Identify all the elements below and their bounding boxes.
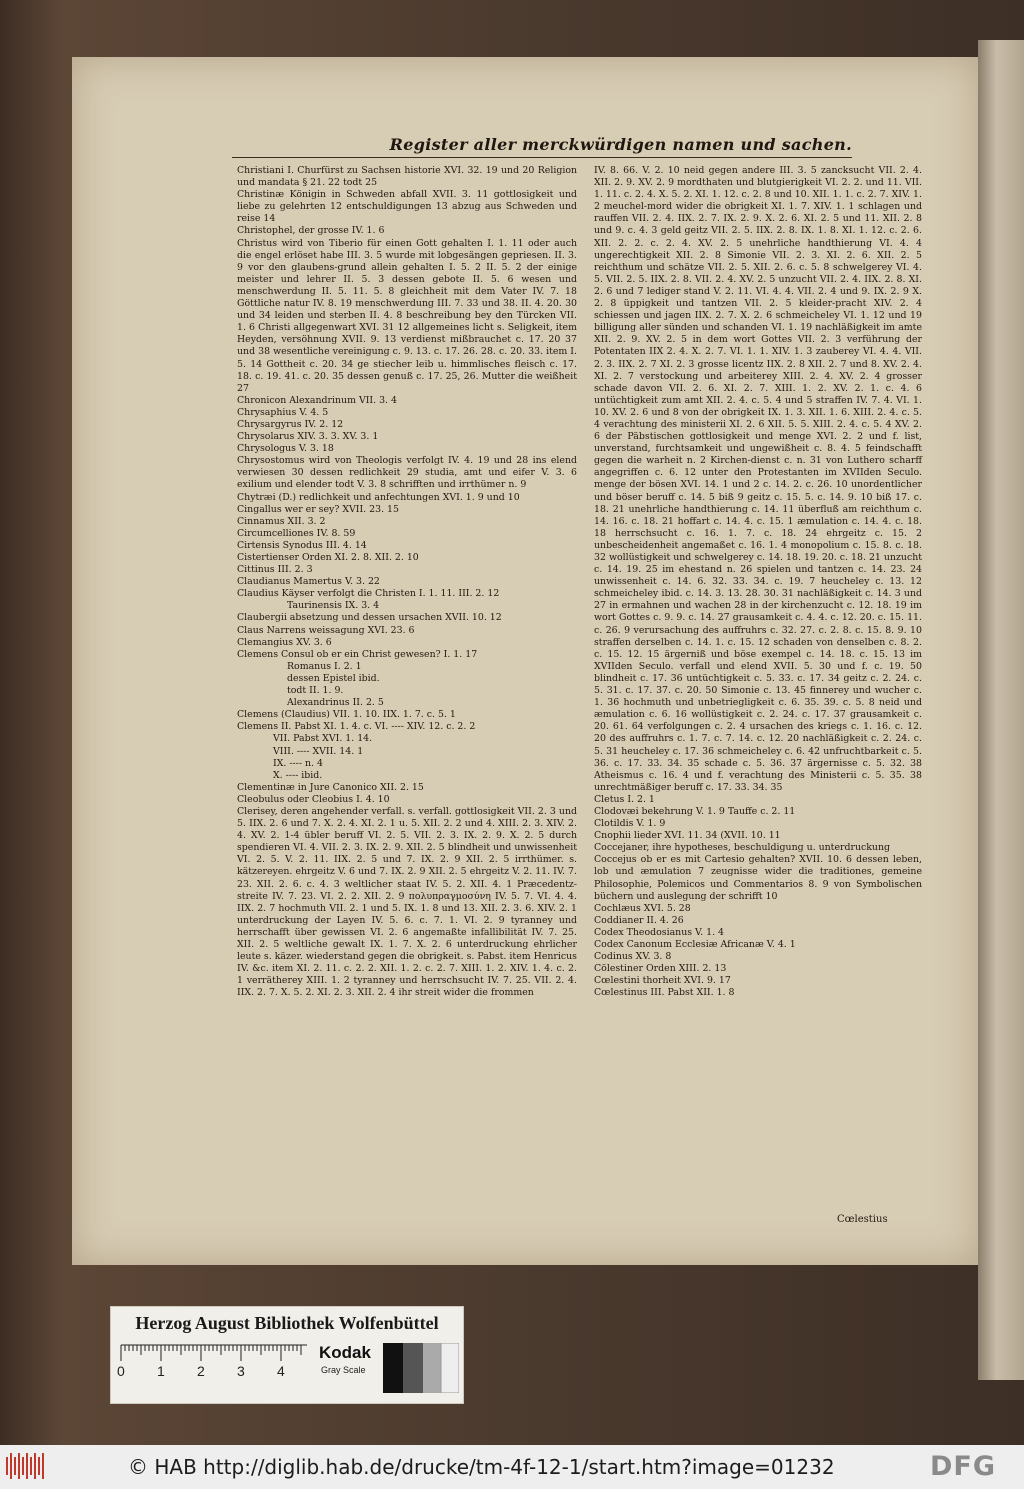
- index-entry: Clotildis V. 1. 9: [594, 818, 666, 830]
- scale-number: 0: [117, 1363, 125, 1379]
- index-entry: Clemens (Claudius) VII. 1. 10. IIX. 1. 7. c. 5. 1: [237, 709, 456, 721]
- index-subentry: IX. ---- n. 4: [273, 757, 323, 769]
- index-entry: Clemens Consul ob er ein Christ gewesen? I. 1. 17: [237, 648, 478, 660]
- ruler-scale: [117, 1343, 317, 1379]
- header-rule: [232, 157, 852, 158]
- index-entry: Claubergii absetzung und dessen ursachen XVII. 10. 12: [237, 612, 502, 624]
- index-subentry: VIII. ---- XVII. 14. 1: [273, 745, 364, 757]
- copyright-url[interactable]: © HAB http://diglib.hab.de/drucke/tm-4f-12-1/start.htm?image=01232: [128, 1455, 835, 1479]
- index-entry: Claudius Käyser verfolgt die Christen I. 1. 11. III. 2. 12: [237, 588, 500, 600]
- index-entry: Cochlæus XVI. 5. 28: [594, 902, 691, 914]
- index-entry: Cittinus III. 2. 3: [237, 564, 313, 576]
- barcode-icon: [6, 1453, 48, 1479]
- index-entry: Clemangius XV. 3. 6: [237, 636, 332, 648]
- index-entry: Cinnamus XII. 3. 2: [237, 515, 326, 527]
- library-name: Herzog August Bibliothek Wolfenbüttel: [135, 1313, 439, 1333]
- index-entry: Cletus I. 2. 1: [594, 793, 655, 805]
- index-subentry: VII. Pabst XVI. 1. 14.: [273, 733, 373, 745]
- left-column: [237, 165, 577, 999]
- index-subentry: X. ---- ibid.: [273, 769, 323, 781]
- index-subentry: todt II. 1. 9.: [287, 685, 344, 697]
- dfg-logo: DFG: [930, 1451, 997, 1482]
- index-entry: Claus Narrens weissagung XVI. 23. 6: [237, 624, 415, 636]
- index-entry: Cleobulus oder Cleobius I. 4. 10: [237, 793, 390, 805]
- index-entry: Chronicon Alexandrinum VII. 3. 4: [237, 394, 397, 406]
- index-subentry: Taurinensis IX. 3. 4: [287, 600, 380, 612]
- gray-patches: [383, 1343, 459, 1393]
- index-entry: Codex Theodosianus V. 1. 4: [594, 926, 725, 938]
- index-entry: Codex Canonum Ecclesiæ Africanæ V. 4. 1: [594, 939, 796, 950]
- index-entry: Chrysologus V. 3. 18: [237, 443, 334, 455]
- index-entry: Christiani I. Churfürst zu Sachsen historie XVI. 32. 19 und 20 Religion und mandata § 21. 22 todt 25: [237, 165, 577, 189]
- right-column: [594, 165, 922, 999]
- index-entry: Coddianer II. 4. 26: [594, 914, 684, 926]
- index-entry: Cirtensis Synodus III. 4. 14: [237, 539, 367, 551]
- library-label: [110, 1306, 464, 1404]
- index-entry: Christophel, der grosse IV. 1. 6: [237, 225, 385, 237]
- index-entry: Cœlestini thorheit XVI. 9. 17: [594, 975, 731, 987]
- index-entry: Christinæ Königin in Schweden abfall XVII. 3. 11 gottlosigkeit und liebe zu gelehrten 12 entschuldigungen 13 abzug aus Schweden und reise 14: [237, 189, 577, 225]
- scale-number: 3: [237, 1363, 245, 1379]
- index-entry: Coccejaner, ihre hypotheses, beschuldigung u. unterdruckung: [594, 842, 891, 854]
- index-entry: IV. 8. 66. V. 2. 10 neid gegen andere III. 3. 5 zancksucht VII. 2. 4. XII. 2. 9. XV. 2. 9 mordthaten und blutgierigkeit VI. 2. 2. und 11. VII. 1. 11. c. 2. 4. X. 5. 2. XI. 1. 12. c. 2. 8 und 10. XII. 1. 1. c. 2. 7. XIV. 1. 2 meuchel-mord wider die obrigkeit XI. 1. 7. XIV. 1. 1 schlagen und rauffen VII. 2. 4. IIX. 2. 7. IX. 2. 9. X. 2. 6. XI. 2. 5 und 11. XII. 2. 8 und 9. c. 4. 3 geld geitz VII. 2. 5. IIX. 2. 8. IX. 1. 8. XI. 1. 12. c. 2. 6. XII. 2. 2. c. 2. 4. XV. 2. 5 unehrliche handthierung VI. 4. 4 ungerechtigkeit XII. 2. 8 Simonie VII. 2. 3. XI. 2. 6. XII. 2. 5 reichthum und schätze VII. 2. 5. XII. 2. 6. c. 5. 8 schwelgerey VI. 4. 5. VII. 2. 5. IIX. 2. 8. VII. 2. 4. XV. 2. 5 unzucht VII. 2. 4. IIX. 2. 8. XI. 2. 6 und 7 lediger stand V. 2. 11. VI. 4. 4. VII. 2. 4 und 9. IX. 2. 9 X. 2. 8 üppigkeit und tantzen VII. 2. 5 kleider-pracht XIV. 2. 4 schiessen und jagen IIX. 2. 7. X. 2. 6 schmeicheley VI. 1. 12 und 19 billigung aller sünden und schanden VI. 1. 19 nachläßigkeit im amte XII. 2. 9. XV. 2. 5 in dem wort Gottes VII. 2. 3 verführung der Potentaten IIX 2. 4. X. 2. 7. VI. 1. 1. XIV. 1. 3 zauberey VI. 4. 4. VII. 2. 3. IIX. 2. 7 XI. 2. 3 grosse licentz IIX. 2. 8 XII. 2. 7 und 8. XV. 2. 4. XI. 2. 7 verstockung und arbeiterey XIII. 2. 4. XV. 2. 4 grosser schade davon VII. 2. 6. XI. 2. 7. XIII. 1. 2. XV. 2. 1. c. 4. 6 untüchtigkeit zum amt XII. 2. 4. c. 5. 4 und 5 straffen IV. 7. 4. VI. 1. 10. XV. 2. 6 und 8 von der obrigkeit IX. 1. 3. XII. 1. 6. XIII. 2. 4. c. 5. 4 verachtung des ministerii XI. 2. 6 XII. 5. 5. XIII. 2. 4. c. 5. 4 XV. 2. 6 der Päbstischen gottlosigkeit und menge XVI. 2. 2 und f. list, unverstand, furchtsamkeit und ungewißheit c. 8. 4. 5 feindschafft gegen die warheit n. 2 Kirchen-dienst c. n. 31 von Luthero scharff angegriffen c. 6. 12 unter den Protestanten im XVIIden Seculo. menge der bösen XVI. 14. 1 und 2 c. 14. 2. c. 26. 10 unordentlicher und böser beruff c. 14. 5 biß 9 geitz c. 15. 5. c. 14. 9. 10 biß 17. c. 18. 21 unehrliche handthierung c. 14. 11 überfluß am reichthum c. 14. 16. c. 18. 21 hoffart c. 14. 4. c. 15. 1 æmulation c. 14. 4. c. 18. 18 herrschsucht c. 16. 1. 7. c. 18. 24 ehrgeitz c. 15. 2 unbescheidenheit angemaßet c. 16. 1. 4 monopolium c. 15. 8. c. 18. 32 wollüstigkeit und schwelgerey c. 14. 18. 19. 20. c. 18. 21 unzucht c. 14. 19. 25 im ehestand n. 26 spielen und tantzen c. 14. 23. 24 unwissenheit c. 14. 6. 32. 33. 34. c. 19. 7 heucheley c. 13. 12 schmeicheley ibid. c. 14. 3. 13. 28. 30. 31 nachläßigkeit c. 14. 3 und 27 in ermahnen und wachen 28 in der kirchenzucht c. 12. 18. 19 im wort Gottes c. 9. 9. c. 14. 27 grausamkeit c. 4. 4. c. 12. 20. c. 15. 11. c. 26. 9 verursachung des auffruhrs c. 32. 27. c. 2. 8. c. 15. 8. 9. 10 straffen derselben c. 14. 1. c. 15. 12 schaden von denselben c. 8. 2. c. 15. 12. 15 ärgerniß und böse exempel c. 14. 18. c. 15. 13 im XVIIden Seculo. verfall und elend XVII. 5. 30 und f. c. 19. 50 blindheit c. 17. 36 untüchtigkeit c. 5. 33. c. 17. 34 geitz c. 2. 24. c. 5. 31. c. 17. 37. c. 20. 50 Simonie c. 13. 45 finnerey und wucher c. 1. 36 hochmuth und unbetriegligkeit c. 6. 35. 39. c. 5. 8 neid und æmulation c. 6. 16 wollüstigkeit c. 2. 24. c. 17. 37 grausamkeit c. 20. 61. 64 verfolgungen c. 2. 4 ursachen des kriegs c. 1. 16. c. 12. 20 des auffruhrs c. 1. 7. c. 7. 14. c. 12. 20 nachläßigkeit c. 2. 24. c. 5. 31 heucheley c. 17. 36 schmeicheley c. 6. 42 unfruchtbarkeit c. 5. 36. c. 17. 33. 34. 35 schade c. 5. 36. 37 ärgernisse c. 5. 32. 38 Atheismus c. 16. 4 und f. verachtung des Ministerii c. 5. 35. 38 unrechtmäßiger beruff c. 17. 33. 34. 35: [594, 165, 922, 793]
- index-entry: Chrysaphius V. 4. 5: [237, 406, 329, 418]
- index-entry: Clemens II. Pabst XI. 1. 4. c. VI. ---- XIV. 12. c. 2. 2: [237, 721, 476, 733]
- page-header: Register aller merckwürdigen namen und sachen.: [389, 135, 852, 154]
- adjacent-page-edge: [978, 40, 1024, 1380]
- index-entry: Cistertienser Orden XI. 2. 8. XII. 2. 10: [237, 552, 419, 563]
- index-subentry: dessen Epistel ibid.: [287, 672, 380, 684]
- index-entry: Christus wird von Tiberio für einen Gott gehalten I. 1. 11 oder auch die engel erlöset habe III. 3. 5 wurde mit lobgesängen gepriesen. II. 3. 9 vor den glaubens-grund allein gehalten I. 5. 2 II. 5. 2 der einige meister und lehrer II. 5. 3 dessen gebote II. 5. 6 wesen und menschwerdung II. 5. 11. 5. 8 gleichheit mit dem Vater IV. 7. 18 Göttliche natur IV. 8. 19 menschwerdung III. 7. 33 und 38. II. 4. 20. 30 und 34 leiden und sterben II. 4. 8 beschreibung bey den Türcken VII. 1. 6 Christi allgegenwart XVI. 31 12 allgemeines licht s. Seligkeit, item Heyden, versöhnung XVII. 9. 13 verdienst mißbrauchet c. 17. 20 37 und 38 wesentliche vereinigung c. 9. 13. c. 17. 26. 28. c. 20. 33. item I. 5. 14 Gottheit c. 20. 34 ge stiecher leib u. himmlisches fleisch c. 17. 18. c. 19. 41. c. 20. 35 dessen genuß c. 17. 25, 26. Mutter die weißheit 27: [237, 237, 577, 394]
- index-entry: Chrysolarus XIV. 3. 3. XV. 3. 1: [237, 431, 379, 443]
- index-entry: Clerisey, deren angehender verfall. s. verfall. gottlosigkeit VII. 2. 3 und 5. IIX. 2. 6 und 7. X. 2. 4. XI. 2. 1 u. 5. XII. 2. 2 und 4. XIII. 2. 3. XIV. 2. 4. XV. 2. 1-4 übler beruff VI. 2. 5. VII. 2. 3. IX. 2. 9. X. 2. 5 durch spendieren VI. 4. VII. 2. 3. IX. 2. 9. XII. 2. 5 blindheit und unwissenheit VI. 2. 5. V. 2. 11. IIX. 2. 5 und 7. IX. 2. 9 XII. 2. 5 irrthümer. s. kätzereyen. ehrgeitz V. 6 und 7. IX. 2. 9 XII. 2. 5 ehrgeitz V. 2. 11. IV. 7. 23. XII. 2. 6. c. 4. 3 weltlicher staat IV. 5. 2. XII. 4. 1 Præcedentz-streite IV. 7. 23. VI. 2. 2. XII. 2. 9 πολυπραγμοσύνη IV. 5. 7. VI. 4. 4. IIX. 2. 7 hochmuth VII. 2. 1 und 5. IX. 1. 8 und 13. XII. 2. 3. 6. XIV. 2. 1 unterdruckung der Layen IV. 5. 6. c. 7. 1. VI. 2. 9 tyranney und herrschafft über gewissen VI. 2. 6 angemaßte infallibilität IV. 7. 25. XII. 2. 5 weltliche gewalt IX. 1. 7. X. 2. 6 unterdruckung ehrlicher leute s. käzer. wiederstand gegen die obrigkeit. s. Pabst. item Henricus IV. &c. item XI. 2. 11. c. 2. 2. XII. 1. 2. c. 2. 7. XIII. 1. 2. XIV. 1. 4. c. 2. 1 verrätherey XIII. 1. 2 tyranney und herrschsucht IV. 7. 25. VII. 2. 4. IIX. 2. 7. X. 5. 2. XI. 2. 3. XII. 2. 4 ihr streit wider die frommen: [237, 805, 577, 999]
- kodak-gray-scale: [319, 1343, 459, 1393]
- index-entry: Chytræi (D.) redlichkeit und anfechtungen XVI. 1. 9 und 10: [237, 491, 520, 503]
- kodak-subtitle: Gray Scale: [321, 1365, 366, 1375]
- document-page: [72, 57, 978, 1265]
- index-entry: Codinus XV. 3. 8: [594, 951, 672, 963]
- index-entry: Claudianus Mamertus V. 3. 22: [237, 576, 380, 588]
- footer-bar: [0, 1445, 1024, 1489]
- kodak-logo-text: Kodak: [319, 1343, 371, 1362]
- index-entry: Coccejus ob er es mit Cartesio gehalten? XVII. 10. 6 dessen leben, lob und æmulation 7 zeugnisse wider die traditiones, gemeine Philosophie, Polemicos und Commentarios 8. 9 von Symbolischen büchern und auslegung der schrifft 10: [594, 854, 922, 902]
- scale-number: 2: [197, 1363, 205, 1379]
- catchword: Cœlestius: [837, 1214, 888, 1225]
- scale-number: 1: [157, 1363, 165, 1379]
- index-entry: Chrysostomus wird von Theologis verfolgt IV. 4. 19 und 28 ins elend verwiesen 30 dessen redlichkeit 29 studia, amt und eifer V. 3. 6 exilium und elender todt V. 3. 8 schrifften und irrthümer n. 9: [237, 455, 577, 491]
- index-entry: Cnophii lieder XVI. 11. 34 (XVII. 10. 11: [594, 830, 781, 842]
- index-entry: Clementinæ in Jure Canonico XII. 2. 15: [237, 781, 424, 793]
- index-entry: Cölestiner Orden XIII. 2. 13: [594, 963, 727, 975]
- index-entry: Cingallus wer er sey? XVII. 23. 15: [237, 503, 399, 515]
- index-entry: Cœlestinus III. Pabst XII. 1. 8: [594, 987, 735, 999]
- index-entry: Clodovæi bekehrung V. 1. 9 Tauffe c. 2. 11: [594, 805, 796, 817]
- index-entry: Chrysargyrus IV. 2. 12: [237, 418, 344, 430]
- index-subentry: Romanus I. 2. 1: [287, 660, 362, 672]
- index-subentry: Alexandrinus II. 2. 5: [287, 697, 384, 709]
- scale-number: 4: [277, 1363, 285, 1379]
- index-entry: Circumcelliones IV. 8. 59: [237, 527, 356, 539]
